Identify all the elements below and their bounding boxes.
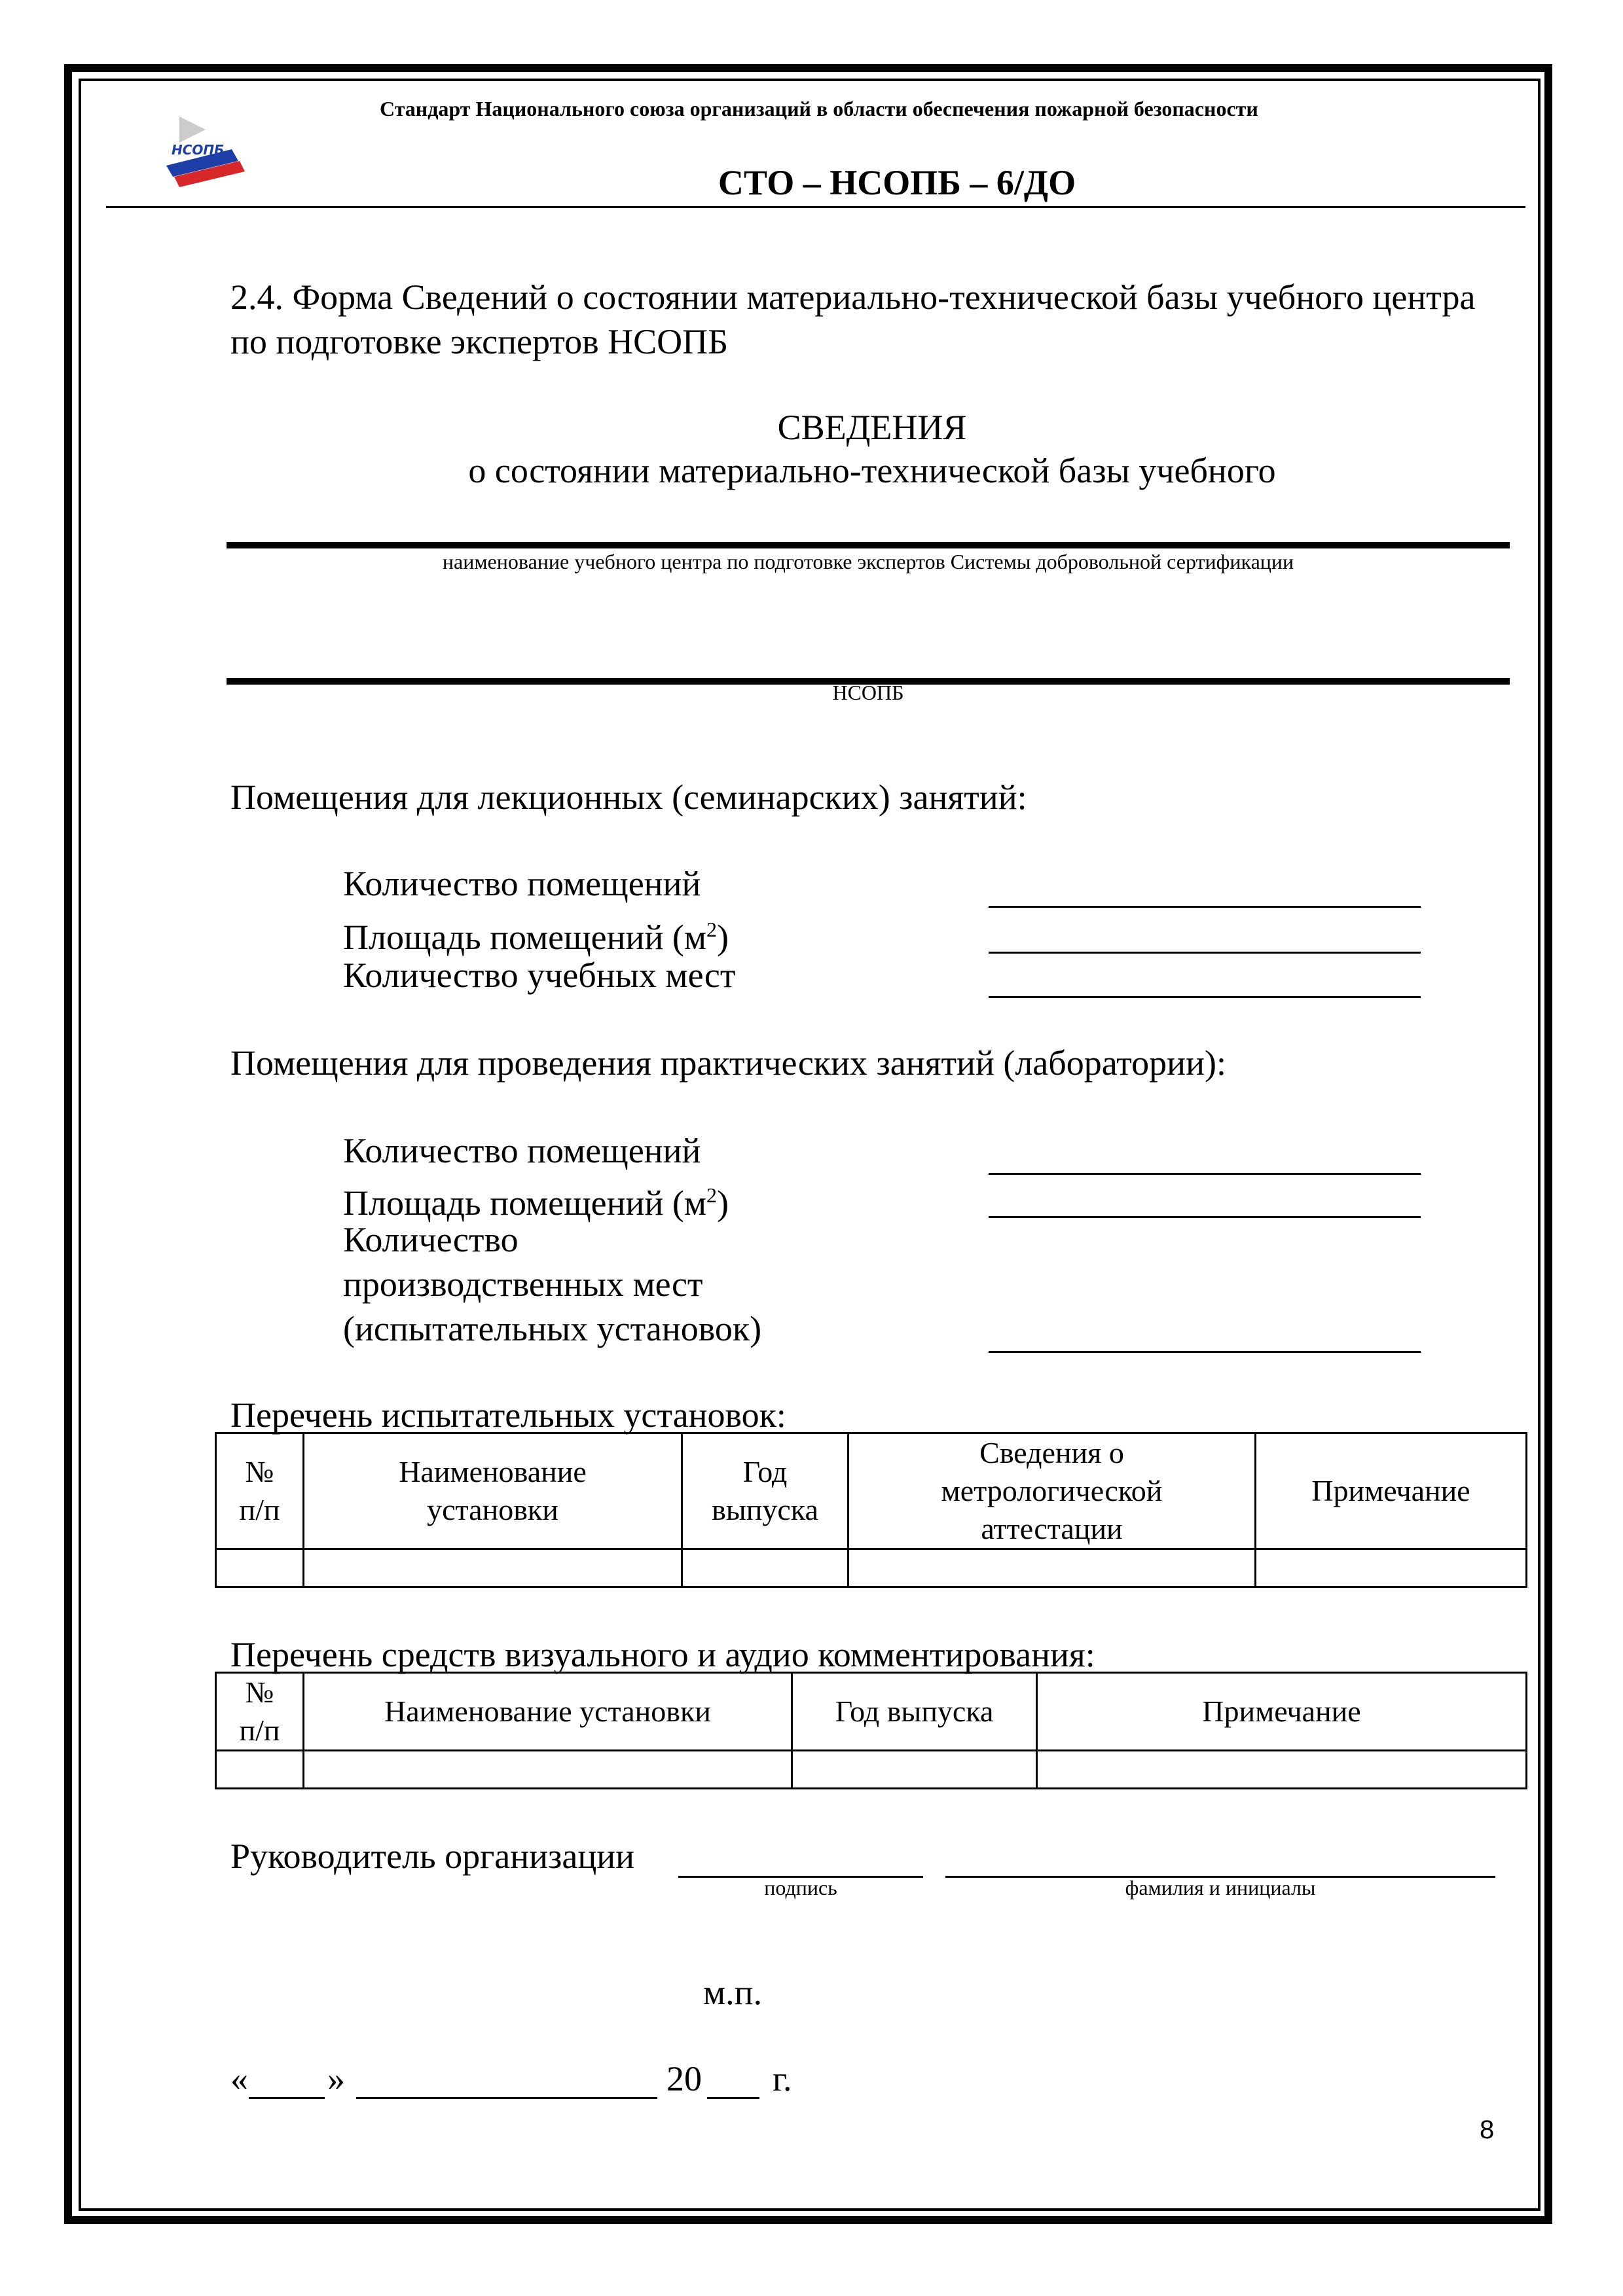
lecture-seats-label: Количество учебных мест — [343, 956, 736, 995]
cell[interactable] — [304, 1751, 792, 1789]
center-name-caption-2: НСОПБ — [832, 681, 904, 704]
document-code: СТО – НСОПБ – 6/ДО — [718, 163, 1076, 202]
av-tools-heading: Перечень средств визуального и аудио комментирования: — [230, 1635, 1095, 1674]
year-suffix: г. — [773, 2059, 792, 2098]
head-label: Руководитель организации — [230, 1837, 635, 1876]
practical-places-label-3: (испытательных установок) — [343, 1309, 762, 1348]
col-year: Год выпуска — [682, 1433, 848, 1549]
lecture-area-field[interactable] — [989, 952, 1421, 954]
col-metrology: Сведения о метрологической аттестации — [848, 1433, 1256, 1549]
lecture-heading: Помещения для лекционных (семинарских) занятий: — [230, 778, 1027, 817]
cell[interactable] — [1256, 1549, 1527, 1587]
practical-area-label: Площадь помещений $(м^2)$ — [343, 1183, 729, 1223]
table-row[interactable] — [216, 1549, 1527, 1587]
cell[interactable] — [216, 1549, 304, 1587]
date-close-quote: » — [327, 2059, 345, 2098]
practical-places-label-1: Количество — [343, 1220, 519, 1259]
logo-text: НСОПБ — [172, 142, 225, 158]
installations-header-row — [216, 1433, 1527, 1549]
year-field[interactable] — [707, 2097, 759, 2099]
practical-room-count-label: Количество помещений — [343, 1131, 701, 1170]
section-title: 2.4. Форма Сведений о состоянии материально-технической базы учебного центра по подготовке экспертов НСОПБ — [230, 278, 1476, 361]
form-subtitle: о состоянии материально-технической базы учебного — [468, 451, 1276, 490]
table-row[interactable] — [216, 1751, 1527, 1789]
cell[interactable] — [848, 1549, 1256, 1587]
form-title: СВЕДЕНИЯ — [777, 408, 967, 447]
col-number: № п/п — [216, 1433, 304, 1549]
year-prefix: 20 — [666, 2059, 702, 2098]
cell[interactable] — [216, 1751, 304, 1789]
practical-area-field[interactable] — [989, 1216, 1421, 1218]
date-open-quote: « — [230, 2059, 248, 2098]
cell[interactable] — [1037, 1751, 1527, 1789]
name-caption: фамилия и инициалы — [1125, 1876, 1316, 1899]
col-note: Примечание — [1256, 1433, 1527, 1549]
col-name: Наименование установки — [304, 1673, 792, 1751]
lecture-seats-field[interactable] — [989, 996, 1421, 998]
lecture-area-label: Площадь помещений $(м^2)$ — [343, 918, 729, 957]
practical-room-count-field[interactable] — [989, 1173, 1421, 1175]
lecture-room-count-label: Количество помещений — [343, 864, 701, 903]
av-header-row — [216, 1673, 1527, 1751]
practical-heading: Помещения для проведения практических занятий (лаборатории): — [230, 1043, 1226, 1083]
header-divider — [106, 206, 1525, 208]
month-field[interactable] — [356, 2097, 657, 2099]
col-note: Примечание — [1037, 1673, 1527, 1751]
center-name-line[interactable] — [227, 542, 1510, 548]
practical-places-field[interactable] — [989, 1351, 1421, 1353]
col-year: Год выпуска — [792, 1673, 1037, 1751]
av-tools-table — [215, 1672, 1527, 1789]
col-number: № п/п — [216, 1673, 304, 1751]
cell[interactable] — [304, 1549, 682, 1587]
page-number: 8 — [1480, 2115, 1495, 2144]
signature-caption: подпись — [764, 1876, 837, 1899]
nsopb-logo — [160, 103, 247, 188]
day-field[interactable] — [249, 2097, 325, 2099]
center-name-caption: наименование учебного центра по подготовке экспертов Системы добровольной сертификации — [442, 550, 1294, 573]
stamp-mark: м.п. — [703, 1973, 763, 2012]
installations-table — [215, 1432, 1527, 1588]
practical-places-label-2: производственных мест — [343, 1265, 703, 1304]
col-name: Наименование установки — [304, 1433, 682, 1549]
lecture-room-count-field[interactable] — [989, 906, 1421, 908]
installations-heading: Перечень испытательных установок: — [230, 1395, 786, 1435]
cell[interactable] — [682, 1549, 848, 1587]
cell[interactable] — [792, 1751, 1037, 1789]
standard-title: Стандарт Национального союза организаций в области обеспечения пожарной безопасности — [380, 97, 1258, 120]
